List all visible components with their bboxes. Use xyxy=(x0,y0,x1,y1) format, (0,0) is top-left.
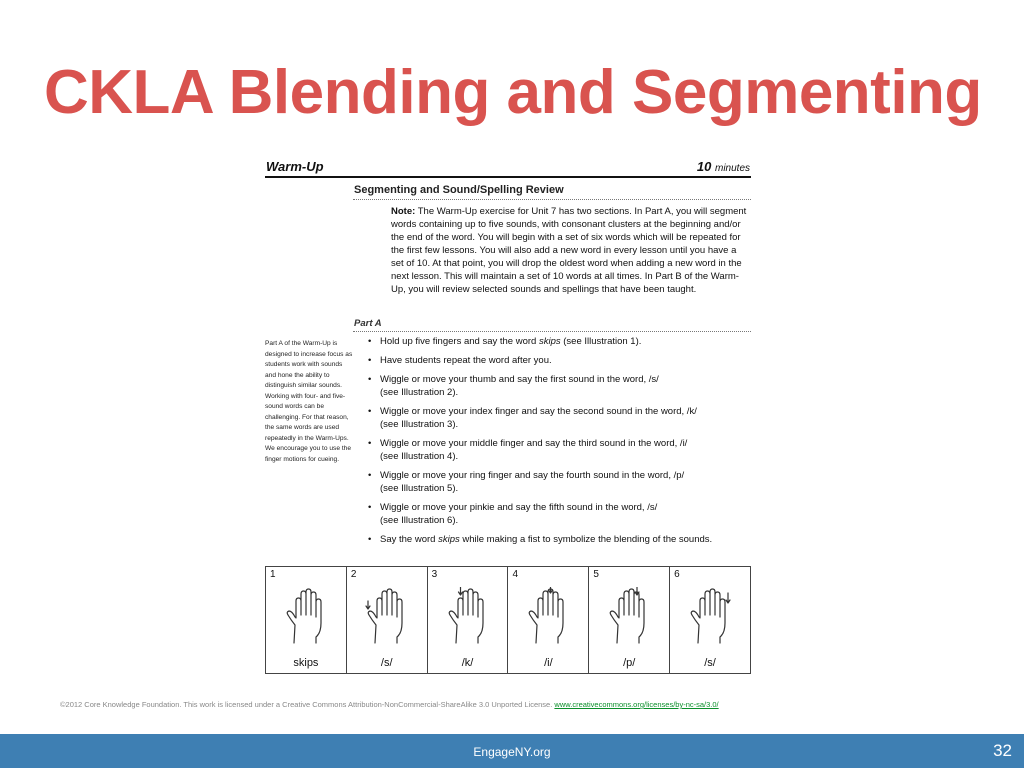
part-divider xyxy=(353,331,751,332)
margin-side-note: Part A of the Warm-Up is designed to increase focus as students work with sounds and hone the ability to distinguish similar sounds. Working with four- and five-sound words can be challenging. For that reason, the same words are used repeatedly in the Warm-Ups. We encourage you to use the finger motions for cueing. xyxy=(265,340,353,463)
illustration-number: 5 xyxy=(593,569,599,580)
instruction-step: • Wiggle or move your pinkie and say the fifth sound in the word, /s/ (see Illustration 6). xyxy=(368,501,753,527)
hand-middle-wiggle-icon xyxy=(525,587,571,647)
illustration-label: /p/ xyxy=(623,657,636,669)
footer-site-name: EngageNY.org xyxy=(473,745,551,759)
hand-illustrations xyxy=(265,566,751,674)
illustration-cell xyxy=(508,567,589,673)
illustration-number: 2 xyxy=(350,569,357,580)
illustration-number: 6 xyxy=(674,569,680,580)
instruction-step: • Wiggle or move your index finger and say the second sound in the word, /k/ (see Illustration 3). xyxy=(368,405,753,431)
open-hand-icon xyxy=(283,587,329,647)
license-link[interactable]: www.creativecommons.org/licenses/by-nc-sa/3.0/ xyxy=(554,700,719,709)
illustration-label: /k/ xyxy=(461,657,474,669)
hand-thumb-wiggle-icon xyxy=(364,587,410,647)
illustration-cell xyxy=(589,567,670,673)
footer-bar xyxy=(0,734,1024,768)
illustration-cell xyxy=(670,567,750,673)
illustration-label: /i/ xyxy=(544,657,553,669)
illustration-label: /s/ xyxy=(704,657,716,669)
lesson-page-excerpt xyxy=(265,158,751,676)
slide-title: CKLA Blending and Segmenting xyxy=(44,58,982,127)
instruction-step: • Wiggle or move your thumb and say the first sound in the word, /s/ (see Illustration 2). xyxy=(368,373,753,399)
section-title: Segmenting and Sound/Spelling Review xyxy=(354,184,564,196)
copyright-notice xyxy=(60,700,719,709)
copyright-text: ©2012 Core Knowledge Foundation. This work is licensed under a Creative Commons Attribution-NonCommercial-ShareAlike 3.0 Unported License. xyxy=(60,700,553,709)
warmup-duration xyxy=(697,159,750,174)
warmup-title: Warm-Up xyxy=(266,159,324,174)
illustration-cell xyxy=(428,567,509,673)
hand-pinkie-wiggle-icon xyxy=(687,587,733,647)
note-label: Note: xyxy=(391,206,416,217)
instruction-step: • Wiggle or move your middle finger and say the third sound in the word, /i/ (see Illustration 4). xyxy=(368,437,753,463)
illustration-cell xyxy=(266,567,347,673)
illustration-number: 4 xyxy=(512,569,519,580)
part-a-label: Part A xyxy=(354,318,382,329)
warmup-header xyxy=(265,158,751,178)
duration-value: 10 xyxy=(696,159,712,174)
illustration-number: 3 xyxy=(431,569,438,580)
illustration-label: skips xyxy=(293,657,319,669)
instruction-step: • Say the word skips while making a fist to symbolize the blending of the sounds. xyxy=(368,533,753,546)
instruction-step: • Wiggle or move your ring finger and say the fourth sound in the word, /p/ (see Illustration 5). xyxy=(368,469,753,495)
hand-index-wiggle-icon xyxy=(445,587,491,647)
note-text: The Warm-Up exercise for Unit 7 has two sections. In Part A, you will segment words containing up to five sounds, with consonant clusters at the beginning and/or the end of the word. You will begin with a set of six words which will be repeated for the first few lessons. You will also add a new word in every lesson until you have a set of 10. At that point, you will drop the oldest word when adding a new word in the next lesson. This will maintain a set of 10 words at all times. In Part B of the Warm-Up, you will review selected sounds and spellings that have been taught. xyxy=(391,206,747,295)
instruction-step: • Have students repeat the word after you. xyxy=(368,354,753,367)
hand-ring-wiggle-icon xyxy=(606,587,652,647)
instruction-step: • Hold up five fingers and say the word skips (see Illustration 1). xyxy=(368,335,753,348)
instruction-steps xyxy=(368,335,753,552)
illustration-cell xyxy=(347,567,428,673)
duration-unit: minutes xyxy=(714,163,750,174)
illustration-number: 1 xyxy=(270,569,276,580)
section-divider xyxy=(353,199,751,200)
page-number: 32 xyxy=(993,741,1012,760)
teacher-note xyxy=(391,205,749,296)
illustration-label: /s/ xyxy=(380,657,393,669)
